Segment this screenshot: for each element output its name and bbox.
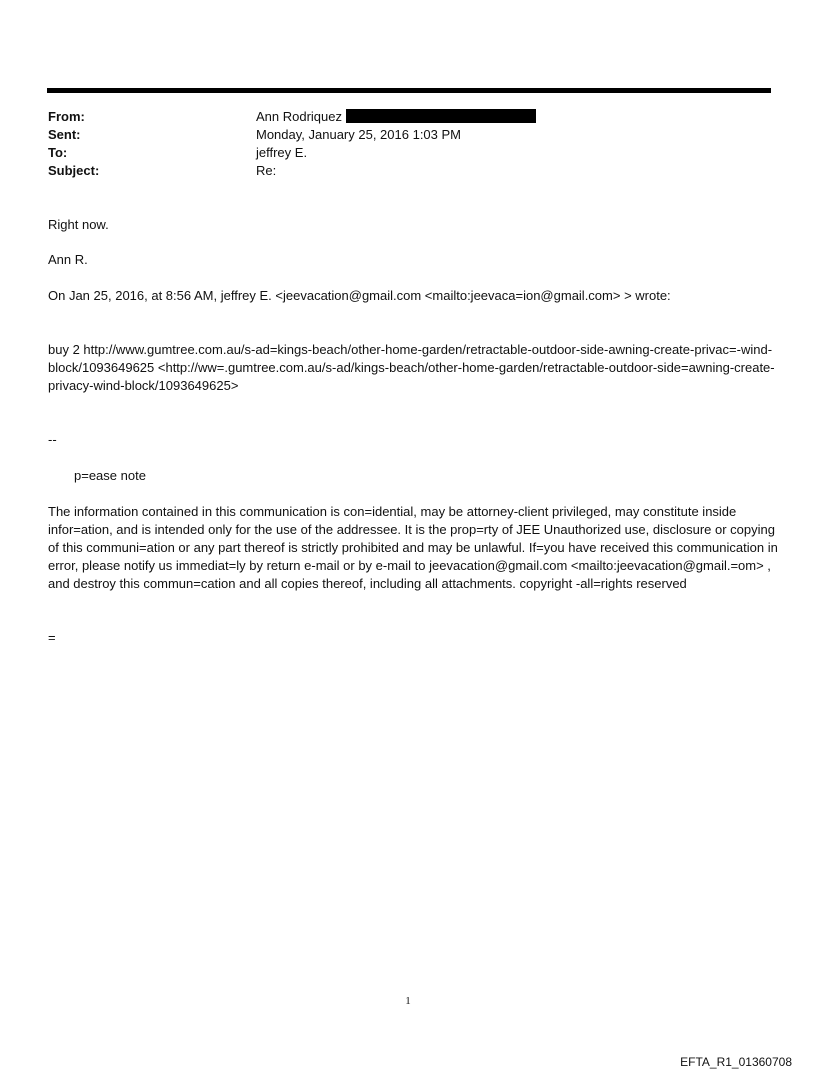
sent-label: Sent:	[48, 127, 81, 142]
buy-line: buy 2 http://www.gumtree.com.au/s-ad=kings-beach/other-home-garden/retractable-outdoor-side-awning-create-privac=-wind-block/1093649625 <http://ww=.gumtree.com.au/s-ad/kings-beach/other-home-garden/retractable-outdoor-side=awning-create-privacy-wind-block/1093649625>	[48, 342, 775, 393]
subject-value: Re:	[256, 163, 277, 178]
from-label: From:	[48, 109, 85, 124]
header-rule	[47, 88, 771, 93]
body-signature: Ann R.	[48, 252, 88, 267]
to-label: To:	[48, 145, 68, 160]
end-mark: =	[48, 630, 56, 645]
note-heading: p=ease note	[74, 468, 146, 483]
redaction-bar	[346, 109, 536, 123]
quote-intro: On Jan 25, 2016, at 8:56 AM, jeffrey E. <jeevacation@gmail.com <mailto:jeevaca=ion@gmail.com> > wrote:	[48, 288, 671, 303]
from-value	[256, 108, 536, 126]
separator: --	[48, 432, 57, 447]
sent-value: Monday, January 25, 2016 1:03 PM	[256, 127, 461, 142]
body-line-right-now: Right now.	[48, 217, 109, 232]
page-number: 1	[405, 995, 411, 1007]
bates-number: EFTA_R1_01360708	[680, 1055, 792, 1069]
to-value: jeffrey E.	[256, 145, 308, 160]
disclaimer: The information contained in this communication is con=idential, may be attorney-client privileged, may constitute inside infor=ation, and is intended only for the use of the addressee. It is the prop=rty of JEE Unauthorized use, disclosure or copying of this communi=ation or any part thereof is strictly prohibited and may be unlawful. If=you have received this communication in error, please notify us immediat=ly by return e-mail or by e-mail to jeevacation@gmail.com <mailto:jeevacation@gmail.=om> , and destroy this commun=cation and all copies thereof, including all attachments. copyright -all=rights reserved	[48, 504, 778, 591]
from-name: Ann Rodriquez	[256, 109, 342, 124]
subject-label: Subject:	[48, 163, 100, 178]
